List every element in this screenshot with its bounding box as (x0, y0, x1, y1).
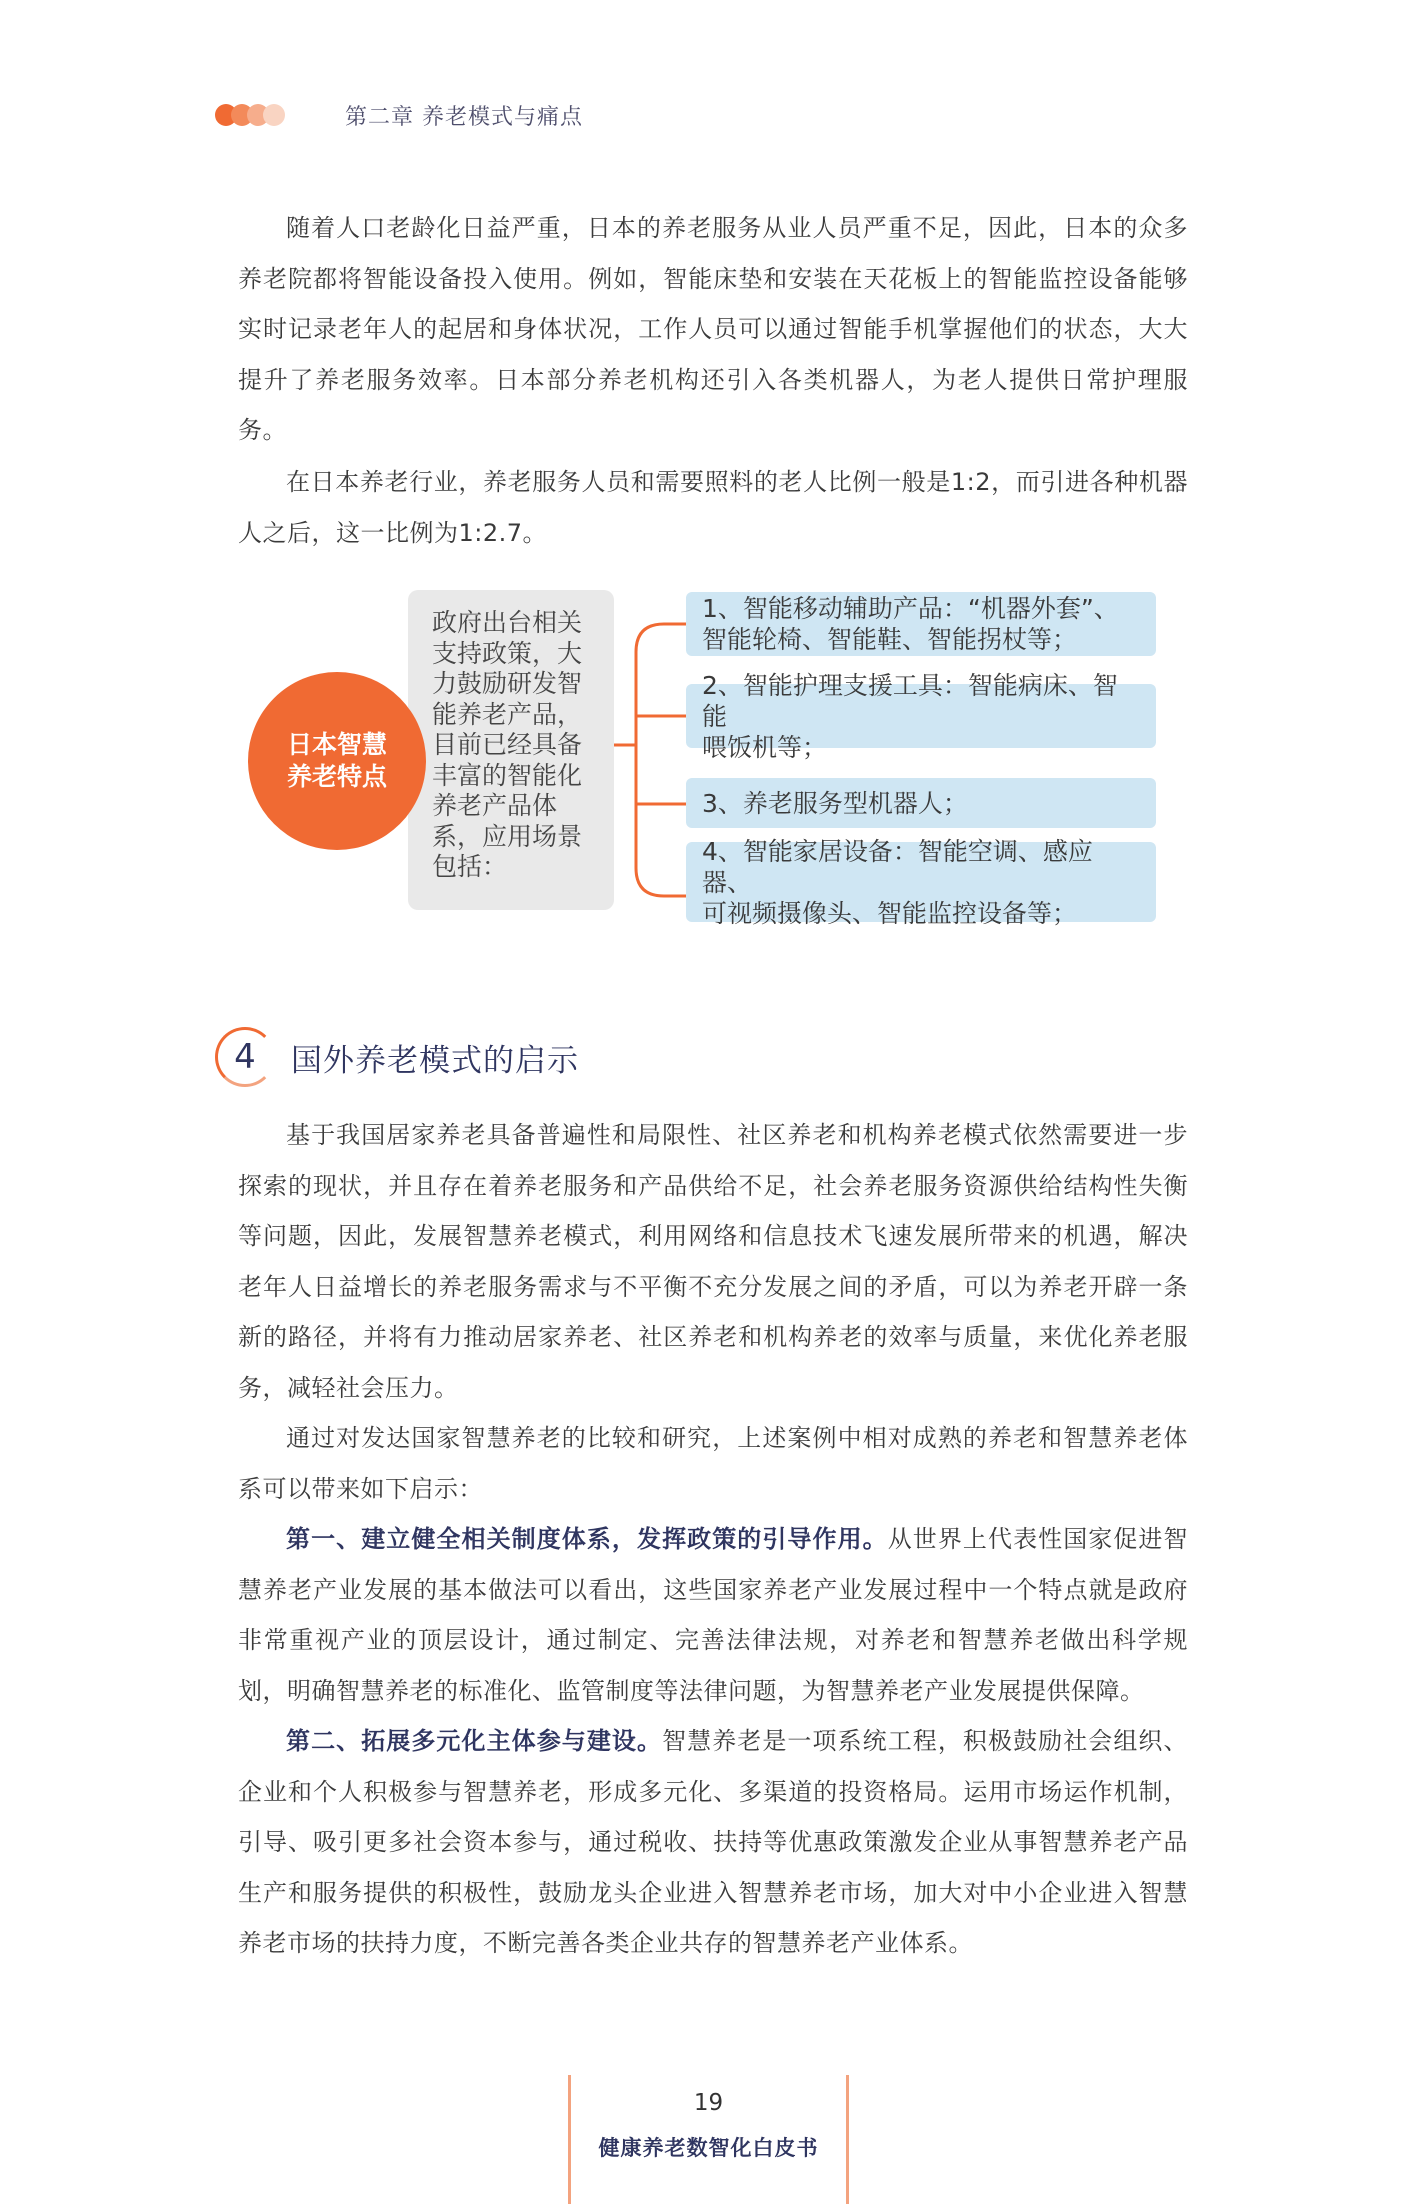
policy-description-box: 政府出台相关支持政策，大力鼓励研发智能养老产品，目前已经具备丰富的智能化养老产品体系，应用场景包括： (408, 590, 614, 910)
page-number: 19 (693, 2090, 724, 2116)
body-paragraph: 随着人口老龄化日益严重，日本的养老服务从业人员严重不足，因此，日本的众多养老院都将智能设备投入使用。例如，智能床垫和安装在天花板上的智能监控设备能够实时记录老年人的起居和身体状况，工作人员可以通过智能手机掌握他们的状态，大大提升了养老服务效率。日本部分养老机构还引入各类机器人，为老人提供日常护理服务。 (238, 214, 1188, 444)
body-paragraph: 第二、拓展多元化主体参与建设。智慧养老是一项系统工程，积极鼓励社会组织、企业和个人积极参与智慧养老，形成多元化、多渠道的投资格局。运用市场运作机制，引导、吸引更多社会资本参与，通过税收、扶持等优惠政策激发企业从事智慧养老产品生产和服务提供的积极性，鼓励龙头企业进入智慧养老市场，加大对中小企业进入智慧养老市场的扶持力度，不断完善各类企业共存的智慧养老产业体系。 (238, 1727, 1189, 1957)
body-paragraph: 在日本养老行业，养老服务人员和需要照料的老人比例一般是1:2，而引进各种机器人之后，这一比例为1:2.7。 (238, 468, 1188, 547)
section-heading (215, 1022, 579, 1092)
running-header (215, 100, 583, 130)
body-paragraph: 第一、建立健全相关制度体系，发挥政策的引导作用。从世界上代表性国家促进智慧养老产业发展的基本做法可以看出，这些国家养老产业发展过程中一个特点就是政府非常重视产业的顶层设计，通过制定、完善法律法规，对养老和智慧养老做出科学规划，明确智慧养老的标准化、监管制度等法律问题，为智慧养老产业发展提供保障。 (238, 1525, 1189, 1705)
body-paragraph: 基于我国居家养老具备普遍性和局限性、社区养老和机构养老模式依然需要进一步探索的现状，并且存在着养老服务和产品供给不足，社会养老服务资源供给结构性失衡等问题，因此，发展智慧养老模式，利用网络和信息技术飞速发展所带来的机遇，解决老年人日益增长的养老服务需求与不平衡不充分发展之间的矛盾，可以为养老开辟一条新的路径，并将有力推动居家养老、社区养老和机构养老的效率与质量，来优化养老服务，减轻社会压力。 (238, 1121, 1188, 1402)
book-title: 健康养老数智化白皮书 (598, 2136, 819, 2160)
body-paragraph: 通过对发达国家智慧养老的比较和研究，上述案例中相对成熟的养老和智慧养老体系可以带来如下启示： (238, 1424, 1188, 1503)
diagram-item: 2、智能护理支援工具：智能病床、智能 喂饭机等； (686, 684, 1156, 748)
diagram-item: 3、养老服务型机器人； (686, 778, 1156, 828)
diagram-item: 4、智能家居设备：智能空调、感应器、 可视频摄像头、智能监控设备等； (686, 842, 1156, 922)
section-title: 国外养老模式的启示 (291, 1042, 579, 1079)
diagram-item: 1、智能移动辅助产品：“机器外套”、 智能轮椅、智能鞋、智能拐杖等； (686, 592, 1156, 656)
japan-smart-elderly-care-diagram (244, 590, 1174, 930)
header-dots-icon (215, 103, 299, 127)
diagram-center-node: 日本智慧 养老特点 (248, 672, 426, 850)
chapter-title: 第二章 养老模式与痛点 (345, 104, 583, 130)
bold-lead: 第二、拓展多元化主体参与建设。 (286, 1727, 663, 1755)
bold-lead: 第一、建立健全相关制度体系，发挥政策的引导作用。 (286, 1525, 888, 1553)
section-number-badge: 4 (215, 1027, 275, 1087)
